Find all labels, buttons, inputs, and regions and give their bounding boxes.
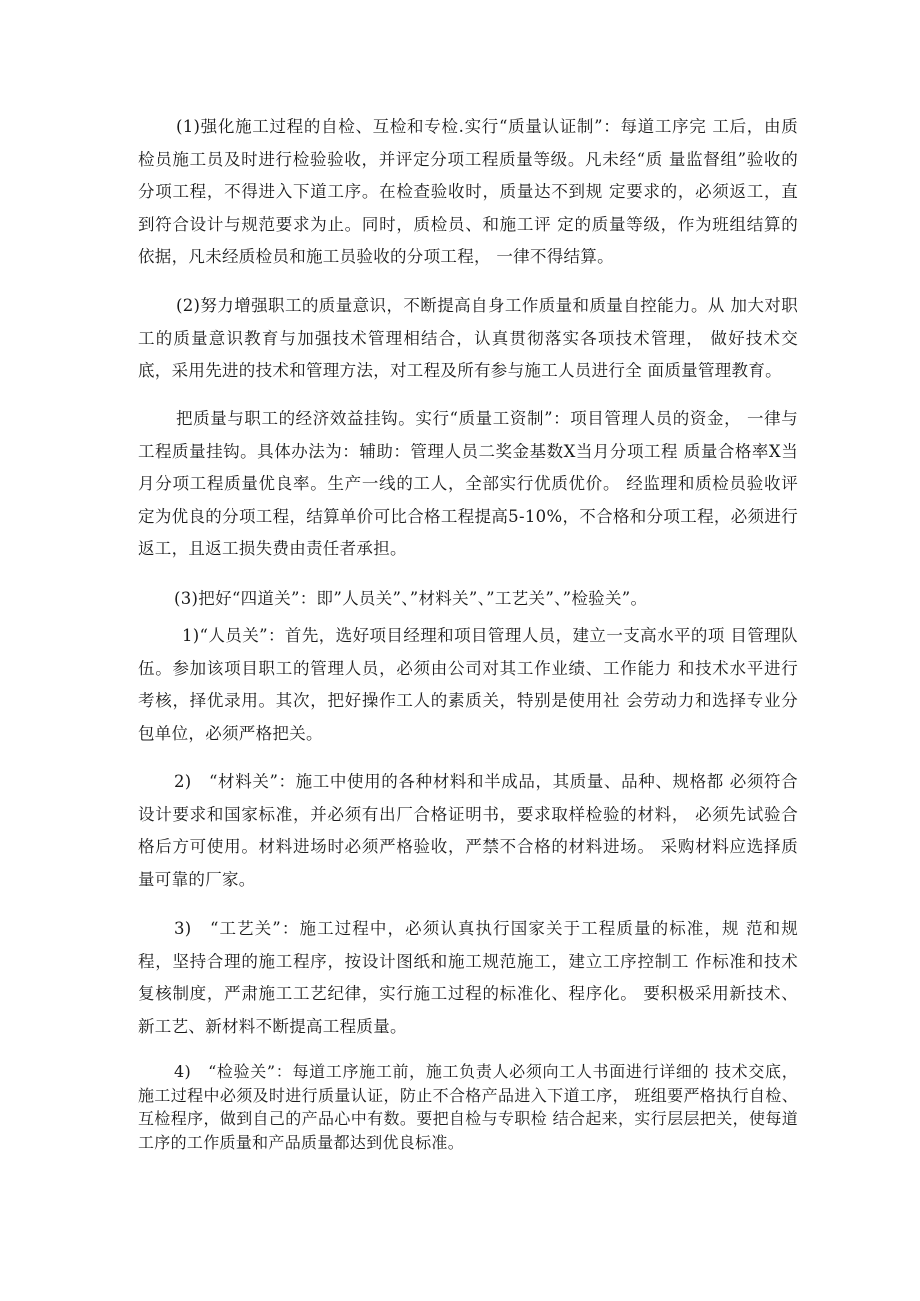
paragraph-inspection-checkpoint: 4) “检验关”：每道工序施工前，施工负责人必须向工人书面进行详细的 技术交底，施工过程中必须及时进行质量认证，防止不合格产品进入下道工序， 班组要严格执行自检、互检程序，做到自己的产品心中有数。要把自检与专职检 结合起来，实行层层把关，使每道工序的工作质量和产品质量都达到优良标准。	[138, 1062, 798, 1152]
paragraph-four-checkpoints: (3)把好“四道关”：即”人员关”、”材料关”、”工艺关”、”检验关”。	[174, 589, 648, 608]
paragraph-quality-wage: 把质量与职工的经济效益挂钩。实行“质量工资制”：项目管理人员的资金， 一律与工程质量挂钩。具体办法为：辅助：管理人员二奖金基数X当月分项工程 质量合格率X当月分项工程质量优良率。生产一线的工人，全部实行优质优价。 经监理和质检员验收评定为优良的分项工程，结算单价可比合格工程提高5-10%，不合格和分项工程，必须进行返工，且返工损失费由责任者承担。	[138, 409, 798, 558]
paragraph-quality-awareness: (2)努力增强职工的质量意识，不断提高自身工作质量和质量自控能力。从 加大对职工的质量意识教育与加强技术管理相结合，认真贯彻落实各项技术管理， 做好技术交底，采用先进的技术和管理方法，对工程及所有参与施工人员进行全 面质量管理教育。	[138, 296, 798, 380]
paragraph-process-checkpoint: 3) “工艺关”：施工过程中，必须认真执行国家关于工程质量的标准，规 范和规程，坚持合理的施工程序，按设计图纸和施工规范施工，建立工序控制工 作标准和技术复核制度，严肃施工工艺纪律，实行施工过程的标准化、程序化。 要积极采用新技术、新工艺、新材料不断提高工程质量。	[138, 919, 798, 1036]
paragraph-personnel-checkpoint: 1)“人员关”：首先，选好项目经理和项目管理人员，建立一支高水平的项 目管理队伍。参加该项目职工的管理人员，必须由公司对其工作业绩、工作能力 和技术水平进行考核，择优录用。其次，把好操作工人的素质关，特别是使用社 会劳动力和选择专业分包单位，必须严格把关。	[138, 626, 798, 743]
paragraph-material-checkpoint: 2) “材料关”：施工中使用的各种材料和半成品，其质量、品种、规格都 必须符合设计要求和国家标准，并必须有出厂合格证明书，要求取样检验的材料， 必须先试验合格后方可使用。材料进场时必须严格验收，严禁不合格的材料进场。 采购材料应选择质量可靠的厂家。	[138, 772, 798, 889]
paragraph-self-inspection: (1)强化施工过程的自检、互检和专检.实行“质量认证制”：每道工序完 工后，由质检员施工员及时进行检验验收，并评定分项工程质量等级。凡未经“质 量监督组”验收的分项工程，不得进入下道工序。在检查验收时，质量达不到规 定要求的，必须返工，直到符合设计与规范要求为止。同时，质检员、和施工评 定的质量等级，作为班组结算的依据，凡未经质检员和施工员验收的分项工程， 一律不得结算。	[138, 117, 798, 266]
